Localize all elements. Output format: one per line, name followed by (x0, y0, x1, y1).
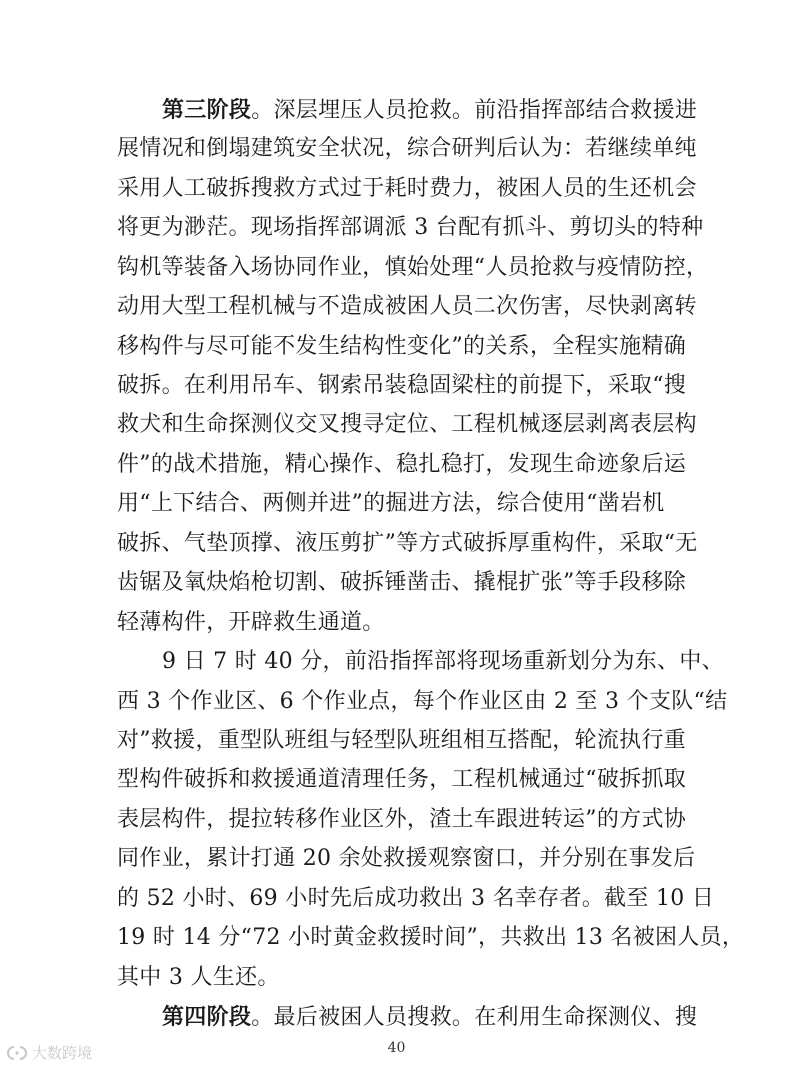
paragraph-2-line-4: 型构件破拆和救援通道清理任务，工程机械通过“破拆抓取 (117, 767, 687, 792)
paragraph-1-line-14: 轻薄构件，开辟救生通道。 (117, 610, 385, 635)
paragraph-2-line-3: 对”救援，重型队班组与轻型队班组相互搭配，轮流执行重 (117, 728, 687, 753)
paragraph-2-line-2: 西 3 个作业区、6 个作业点，每个作业区由 2 至 3 个支队“结 (117, 689, 728, 714)
paragraph-2-line-1: 9 日 7 时 40 分，前沿指挥部将现场重新划分为东、中、 (162, 649, 724, 674)
paragraph-1-line-5: 钩机等装备入场协同作业，慎始处理“人员抢救与疫情防控， (117, 255, 709, 280)
watermark-text: 大数跨境 (32, 1044, 93, 1062)
paragraph-2-line-7: 的 52 小时、69 小时先后成功救出 3 名幸存者。截至 10 日 (117, 886, 715, 911)
watermark (6, 1042, 92, 1063)
paragraph-2-line-8: 19 时 14 分“72 小时黄金救援时间”，共救出 13 名被困人员， (117, 925, 745, 950)
paragraph-2-line-6: 同作业，累计打通 20 余处救援观察窗口，并分别在事发后 (117, 846, 696, 871)
page-number: 40 (387, 1040, 406, 1056)
paragraph-text: 。最后被困人员搜救。在利用生命探测仪、搜 (251, 1005, 698, 1030)
paragraph-2-line-9: 其中 3 人生还。 (117, 965, 280, 990)
paragraph-2-line-5: 表层构件，提拉转移作业区外，渣土车跟进转运”的方式协 (117, 807, 687, 832)
paragraph-1-line-7: 移构件与尽可能不发生结构性变化”的关系，全程实施精确 (117, 334, 687, 359)
section-heading-stage-4: 第四阶段 (162, 1004, 252, 1030)
paragraph-1-line-13: 齿锯及氧炔焰枪切割、破拆锤凿击、撬棍扩张”等手段移除 (117, 570, 687, 595)
paragraph-1-line-9: 救犬和生命探测仪交叉搜寻定位、工程机械逐层剥离表层构 (117, 412, 697, 437)
paragraph-1-line-11: 用“上下结合、两侧并进”的掘进方法，综合使用“凿岩机 (117, 491, 665, 516)
paragraph-1-line-6: 动用大型工程机械与不造成被困人员二次伤害，尽快剥离转 (117, 294, 697, 319)
paragraph-1-line-1 (162, 97, 698, 123)
brand-logo-icon (6, 1045, 28, 1061)
paragraph-1-line-2: 展情况和倒塌建筑安全状况，综合研判后认为：若继续单纯 (117, 136, 697, 161)
paragraph-1-line-10: 件”的战术措施，精心操作、稳扎稳打，发现生命迹象后运 (117, 452, 687, 477)
paragraph-3-line-1 (162, 1004, 698, 1030)
paragraph-1-line-4: 将更为渺茫。现场指挥部调派 3 台配有抓斗、剪切头的特种 (117, 215, 704, 240)
paragraph-1-line-3: 采用人工破拆搜救方式过于耗时费力，被困人员的生还机会 (117, 176, 697, 201)
paragraph-1-line-8: 破拆。在利用吊车、钢索吊装稳固梁柱的前提下，采取“搜 (117, 373, 687, 398)
paragraph-1-line-12: 破拆、气垫顶撑、液压剪扩”等方式破拆厚重构件，采取“无 (117, 531, 698, 556)
paragraph-text: 。深层埋压人员抢救。前沿指挥部结合救援进 (251, 98, 698, 123)
section-heading-stage-3: 第三阶段 (162, 97, 252, 123)
